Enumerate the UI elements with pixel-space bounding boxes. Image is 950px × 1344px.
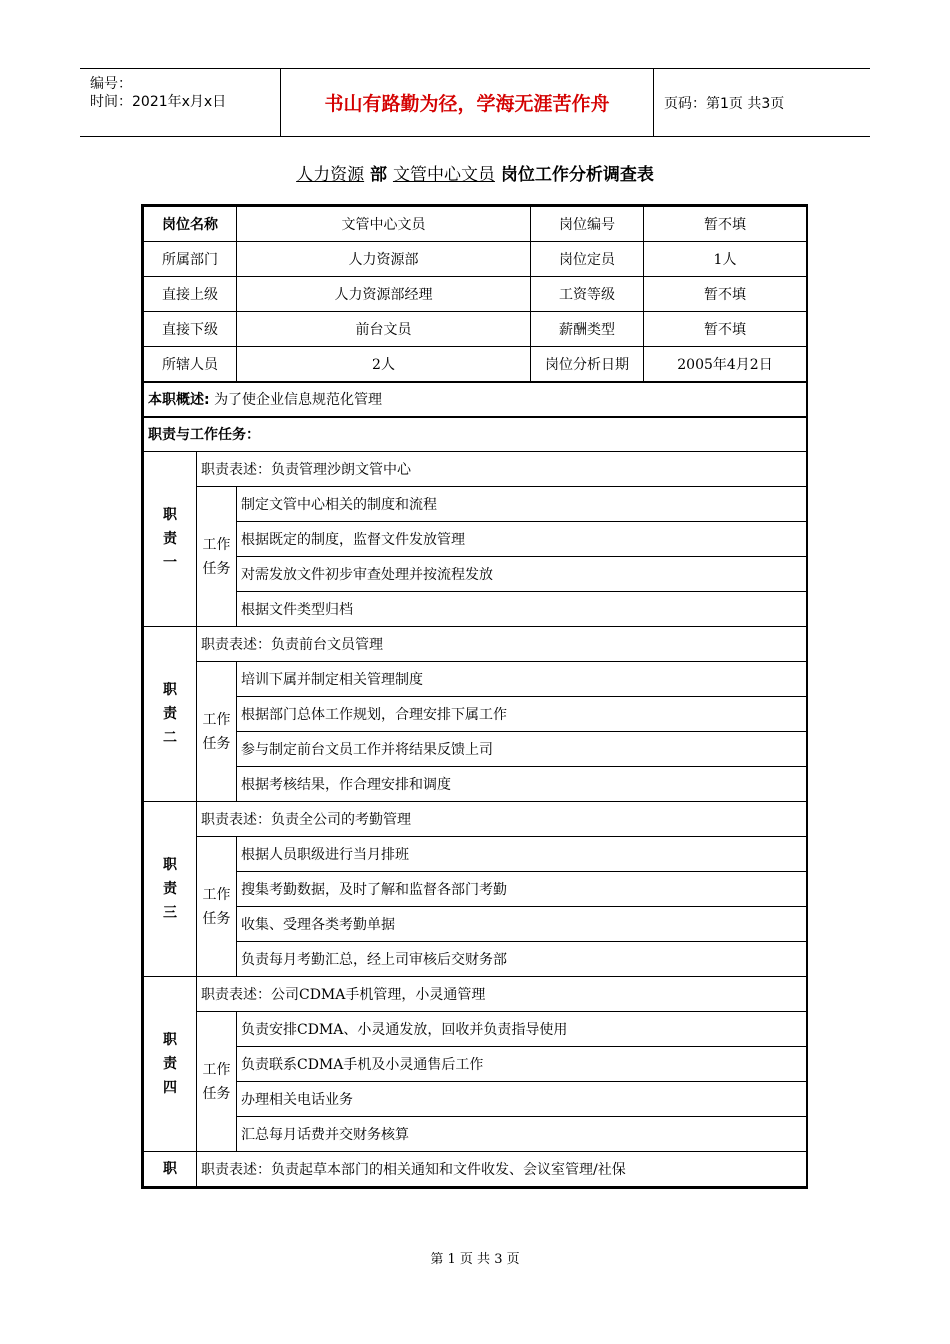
task-row: [144, 1047, 807, 1082]
task-row: [144, 907, 807, 942]
summary-row: [144, 382, 807, 417]
task-label: 工作 任务: [197, 662, 237, 802]
info-value: 文管中心文员: [237, 207, 531, 242]
info-value: 暂不填: [644, 207, 807, 242]
info-row: [144, 347, 807, 382]
task-row: [144, 837, 807, 872]
task-row: [144, 522, 807, 557]
duty-desc-row: [144, 452, 807, 487]
info-label: 岗位分析日期: [531, 347, 644, 382]
info-label: 薪酬类型: [531, 312, 644, 347]
info-value: 2005年4月2日: [644, 347, 807, 382]
task-item: 参与制定前台文员工作并将结果反馈上司: [237, 732, 807, 767]
time-label: 时间：2021年x月x日: [90, 94, 227, 110]
task-row: [144, 592, 807, 627]
task-label: 工作 任务: [197, 837, 237, 977]
info-label: 工资等级: [531, 277, 644, 312]
info-value: 2人: [237, 347, 531, 382]
duty-name: 职 责 一: [144, 452, 197, 627]
duties-header: 职责与工作任务：: [144, 417, 807, 452]
title-dept: 人力资源: [296, 165, 365, 185]
duty-desc-row: [144, 802, 807, 837]
title-suffix: 岗位工作分析调查表: [500, 165, 654, 185]
header-page-info: 页码：第1页 共3页: [664, 95, 785, 112]
info-value: 人力资源部: [237, 242, 531, 277]
title-position: 文管中心文员: [392, 165, 495, 185]
duty-description: 职责表述：负责起草本部门的相关通知和文件收发、会议室管理/社保: [197, 1152, 807, 1187]
task-label: 工作 任务: [197, 487, 237, 627]
info-label: 岗位名称: [144, 207, 237, 242]
task-item: 根据部门总体工作规划，合理安排下属工作: [237, 697, 807, 732]
info-value: 1人: [644, 242, 807, 277]
task-item: 根据人员职级进行当月排班: [237, 837, 807, 872]
info-label: 岗位定员: [531, 242, 644, 277]
info-row: [144, 312, 807, 347]
task-item: 搜集考勤数据，及时了解和监督各部门考勤: [237, 872, 807, 907]
info-row: [144, 207, 807, 242]
task-item: 对需发放文件初步审查处理并按流程发放: [237, 557, 807, 592]
duty-description: 职责表述：负责全公司的考勤管理: [197, 802, 807, 837]
duty-description: 职责表述：负责管理沙朗文管中心: [197, 452, 807, 487]
header-meta: [80, 69, 281, 136]
info-label: 岗位编号: [531, 207, 644, 242]
page-header: [80, 68, 870, 137]
task-row: [144, 487, 807, 522]
document-title: [0, 160, 950, 185]
duty-desc-row: [144, 627, 807, 662]
info-label: 所属部门: [144, 242, 237, 277]
duty-description: 职责表述：公司CDMA手机管理，小灵通管理: [197, 977, 807, 1012]
task-row: [144, 557, 807, 592]
info-value: 人力资源部经理: [237, 277, 531, 312]
summary-label: 本职概述:: [148, 392, 210, 408]
task-item: 负责联系CDMA手机及小灵通售后工作: [237, 1047, 807, 1082]
number-label: 编号：: [90, 76, 132, 92]
task-row: [144, 1117, 807, 1152]
task-row: [144, 662, 807, 697]
summary-text: 为了使企业信息规范化管理: [214, 392, 383, 408]
task-item: 负责安排CDMA、小灵通发放，回收并负责指导使用: [237, 1012, 807, 1047]
info-value: 暂不填: [644, 277, 807, 312]
task-item: 根据文件类型归档: [237, 592, 807, 627]
duty-description: 职责表述：负责前台文员管理: [197, 627, 807, 662]
info-label: 所辖人员: [144, 347, 237, 382]
page-footer: 第 1 页 共 3 页: [430, 1252, 520, 1267]
info-label: 直接下级: [144, 312, 237, 347]
task-item: 制定文管中心相关的制度和流程: [237, 487, 807, 522]
task-item: 收集、受理各类考勤单据: [237, 907, 807, 942]
task-item: 办理相关电话业务: [237, 1082, 807, 1117]
task-row: [144, 697, 807, 732]
job-analysis-table: [143, 206, 807, 1187]
task-item: 培训下属并制定相关管理制度: [237, 662, 807, 697]
task-row: [144, 1082, 807, 1117]
duty-name: 职 责 二: [144, 627, 197, 802]
info-value: 前台文员: [237, 312, 531, 347]
duty-desc-row: [144, 977, 807, 1012]
duty-desc-row: [144, 1152, 807, 1187]
task-item: 根据考核结果，作合理安排和调度: [237, 767, 807, 802]
summary-cell: [144, 382, 807, 417]
duty-name: 职: [144, 1152, 197, 1187]
task-row: [144, 872, 807, 907]
duty-name: 职 责 四: [144, 977, 197, 1152]
task-row: [144, 1012, 807, 1047]
task-item: 根据既定的制度，监督文件发放管理: [237, 522, 807, 557]
task-item: 负责每月考勤汇总，经上司审核后交财务部: [237, 942, 807, 977]
task-row: [144, 767, 807, 802]
info-row: [144, 242, 807, 277]
task-label: 工作 任务: [197, 1012, 237, 1152]
duty-name: 职 责 三: [144, 802, 197, 977]
header-motto: 书山有路勤为径，学海无涯苦作舟: [281, 69, 654, 136]
task-row: [144, 732, 807, 767]
info-row: [144, 277, 807, 312]
info-label: 直接上级: [144, 277, 237, 312]
info-value: 暂不填: [644, 312, 807, 347]
title-dept-suffix: 部: [370, 165, 388, 185]
duties-header-row: [144, 417, 807, 452]
task-row: [144, 942, 807, 977]
task-item: 汇总每月话费并交财务核算: [237, 1117, 807, 1152]
